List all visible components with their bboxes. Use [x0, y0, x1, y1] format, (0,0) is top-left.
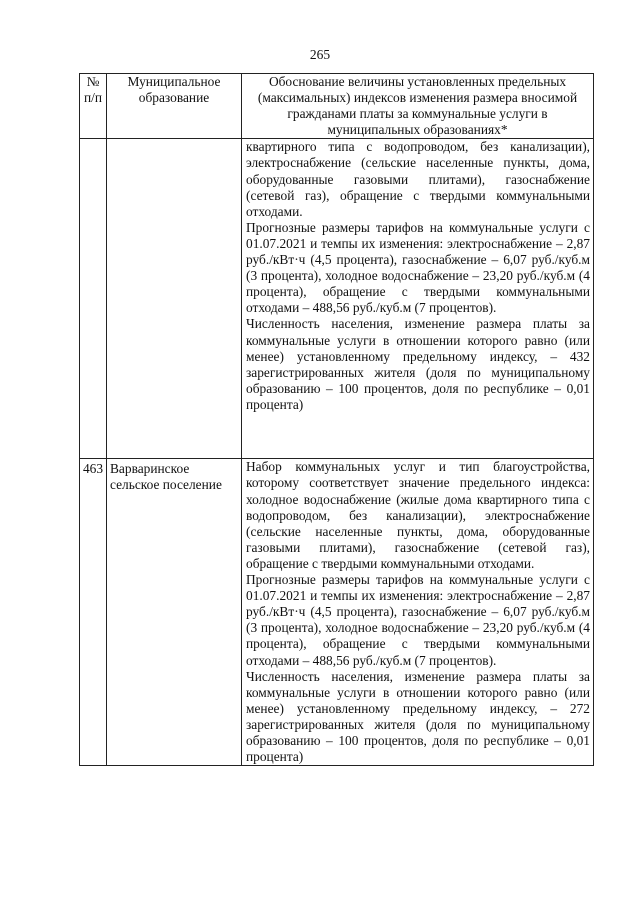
basis-paragraph: Прогнозные размеры тарифов на коммунальные услуги с 01.07.2021 и темпы их изменения: электроснабжение – 2,87 руб./кВт·ч (4,5 процента), газоснабжение – 6,07 руб./куб.м (3 процента), холодное водоснабжение – 23,20 руб./куб.м (4 процента), обращение с твердыми коммунальными отходами – 488,56 руб./куб.м (7 процентов).	[246, 572, 590, 668]
row-number	[80, 139, 107, 459]
row-municipality: Варваринское сельское поселение	[107, 459, 242, 766]
table-row	[80, 459, 594, 766]
basis-paragraph: квартирного типа с водопроводом, без канализации), электроснабжение (сельские населенные пункты, дома, оборудованные газовыми плитами), газоснабжение (сетевой газ), обращение с твердыми коммунальными отходами.	[246, 139, 590, 219]
basis-paragraph: Прогнозные размеры тарифов на коммунальные услуги с 01.07.2021 и темпы их изменения: электроснабжение – 2,87 руб./кВт·ч (4,5 процента), газоснабжение – 6,07 руб./куб.м (3 процента), холодное водоснабжение – 23,20 руб./куб.м (4 процента), обращение с твердыми коммунальными отходами – 488,56 руб./куб.м (7 процентов).	[246, 219, 590, 316]
basis-paragraph: Набор коммунальных услуг и тип благоустройства, которому соответствует значение предельного индекса: холодное водоснабжение (жилые дома квартирного типа с водопроводом, без канализации), электроснабжение (сельские населенные пункты, дома, оборудованные газовыми плитами), газоснабжение (сетевой газ), обращение с твердыми коммунальными отходами.	[246, 459, 590, 571]
basis-paragraph: Численность населения, изменение размера платы за коммунальные услуги в отношении которого равно (или менее) установленному предельному индексу, – 272 зарегистрированных жителя (доля по муниципальному образованию – 100 процентов, доля по республике – 0,01 процента)	[246, 668, 590, 765]
header-number: № п/п	[80, 74, 107, 139]
page-number: 265	[309, 47, 331, 62]
header-municipality: Муниципальное образование	[107, 74, 242, 139]
header-basis: Обоснование величины установленных предельных (максимальных) индексов изменения размера вносимой гражданами платы за коммунальные услуги в муниципальных образованиях*	[242, 74, 594, 139]
basis-paragraph: Численность населения, изменение размера платы за коммунальные услуги в отношении которого равно (или менее) установленному предельному индексу, – 432 зарегистрированных жителя (доля по муниципальному образованию – 100 процентов, доля по республике – 0,01 процента)	[246, 316, 590, 412]
table-row	[80, 139, 594, 459]
row-municipality	[107, 139, 242, 459]
row-number: 463	[80, 459, 107, 766]
row-basis	[242, 139, 594, 459]
table-header-row	[80, 74, 594, 139]
row-basis	[242, 459, 594, 766]
tariff-index-table	[79, 73, 594, 766]
